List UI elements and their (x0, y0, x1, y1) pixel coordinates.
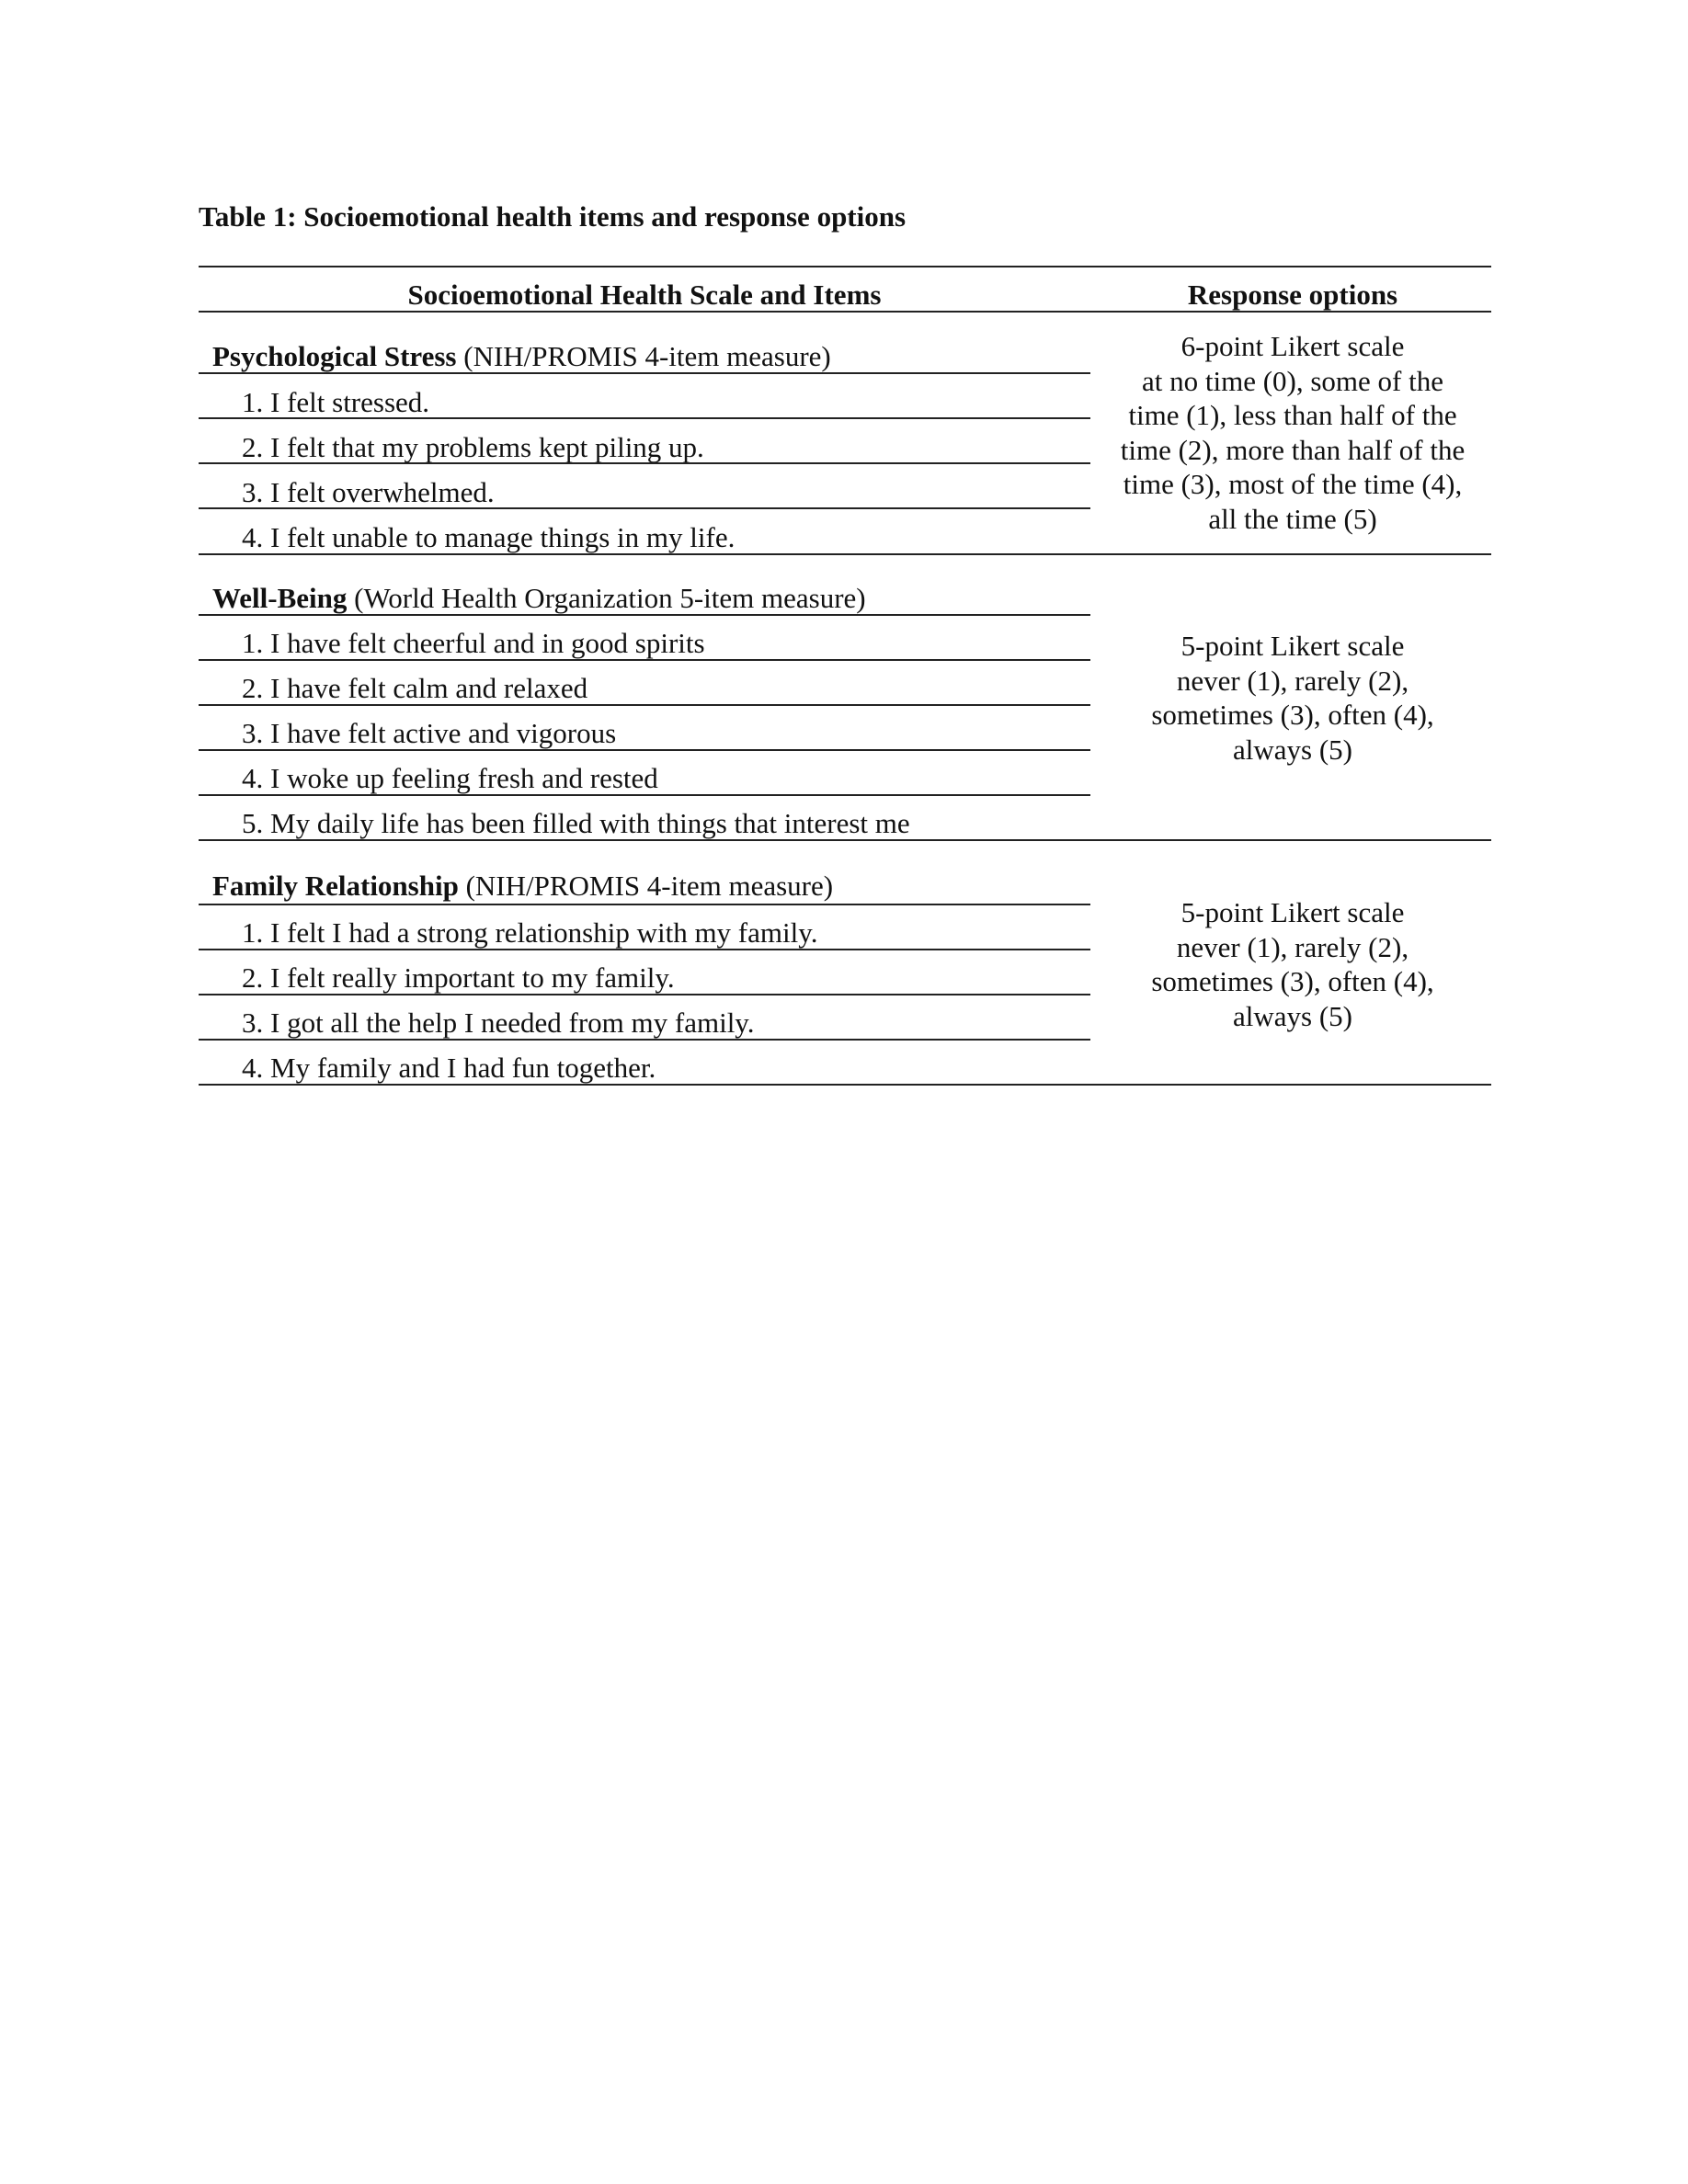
table-row: 4. I felt unable to manage things in my life. (242, 521, 736, 553)
section-title-well-being (212, 581, 866, 616)
table-row: 3. I felt overwhelmed. (242, 476, 495, 508)
table-row: 2. I have felt calm and relaxed (242, 672, 588, 704)
response-line: time (1), less than half of the (1128, 399, 1457, 431)
column-header-items: Socioemotional Health Scale and Items (407, 279, 882, 311)
row-rule (199, 417, 1090, 419)
table-row: 3. I have felt active and vigorous (242, 717, 617, 749)
column-header-response: Response options (1187, 279, 1398, 311)
response-line: always (5) (1233, 733, 1352, 766)
row-rule (199, 614, 1090, 616)
row-rule (199, 949, 1090, 950)
table-row: 1. I felt stressed. (242, 386, 430, 418)
response-line: at no time (0), some of the (1142, 364, 1443, 397)
table-row: 1. I felt I had a strong relationship with my family. (242, 916, 818, 949)
scale-source: (NIH/PROMIS 4-item measure) (456, 340, 831, 372)
scale-name: Family Relationship (212, 870, 459, 902)
response-line: sometimes (3), often (4), (1151, 965, 1434, 997)
table-bottom-rule (199, 1084, 1491, 1086)
response-line: always (5) (1233, 999, 1352, 1032)
table-row: 3. I got all the help I needed from my family. (242, 1007, 755, 1039)
row-rule (199, 749, 1090, 751)
response-line: all the time (5) (1208, 502, 1377, 535)
scale-source: (NIH/PROMIS 4-item measure) (458, 870, 834, 902)
response-options-family-relationship (1094, 895, 1491, 1033)
scale-name: Psychological Stress (212, 340, 457, 372)
row-rule (199, 904, 1090, 905)
table-row: 2. I felt really important to my family. (242, 961, 675, 994)
scale-name: Well-Being (212, 582, 348, 614)
response-line: 6-point Likert scale (1180, 330, 1405, 362)
section-title-family-relationship (212, 869, 833, 904)
row-rule (199, 507, 1090, 509)
response-line: time (2), more than half of the (1120, 433, 1466, 466)
table-row: 4. I woke up feeling fresh and rested (242, 762, 658, 794)
response-line: 5-point Likert scale (1180, 630, 1405, 662)
scale-source: (World Health Organization 5-item measure) (347, 582, 866, 614)
row-rule (199, 704, 1090, 706)
table-row: 5. My daily life has been filled with things that interest me (242, 807, 910, 839)
row-rule (199, 372, 1090, 374)
row-rule (199, 462, 1090, 464)
row-rule (199, 659, 1090, 661)
response-line: time (3), most of the time (4), (1123, 468, 1463, 500)
row-rule (199, 1039, 1090, 1041)
table-top-rule (199, 266, 1491, 267)
table-row: 4. My family and I had fun together. (242, 1052, 656, 1084)
section-bottom-rule (199, 553, 1491, 555)
response-options-well-being (1094, 629, 1491, 767)
row-rule (199, 994, 1090, 995)
table-row: 1. I have felt cheerful and in good spirits (242, 627, 705, 659)
table-row: 2. I felt that my problems kept piling up. (242, 431, 704, 463)
section-bottom-rule (199, 839, 1491, 841)
response-options-psychological-stress (1094, 329, 1491, 536)
response-line: never (1), rarely (2), (1176, 664, 1409, 697)
response-line: 5-point Likert scale (1180, 896, 1405, 928)
table-caption: Table 1: Socioemotional health items and response options (199, 200, 907, 233)
header-bottom-rule (199, 311, 1491, 313)
row-rule (199, 794, 1090, 796)
section-title-psychological-stress (212, 339, 831, 374)
response-line: never (1), rarely (2), (1176, 930, 1409, 963)
response-line: sometimes (3), often (4), (1151, 699, 1434, 731)
